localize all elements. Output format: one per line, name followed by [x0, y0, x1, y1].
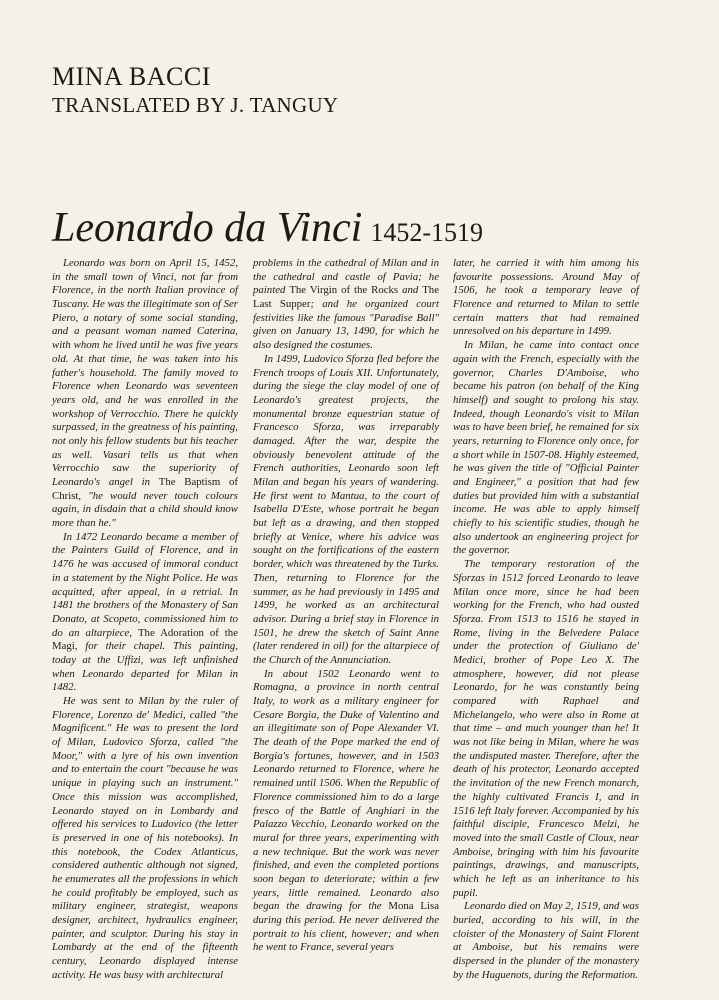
paragraph: [52, 257, 238, 531]
text-run: In 1472 Leonardo became a member of the Painters Guild of Florence, and in 1476 he was accused of immoral conduct in a statement by the Night Police. He was acquitted, after appeal, in a retrial. In 1481 the brothers of the Monastery of San Donato, at Scopeto, commissioned him to do an altarpiece,: [52, 530, 238, 639]
paragraph: [253, 353, 439, 668]
text-run: for their chapel. This painting, today at the Uffizi, was left unfinished when Leonardo departed for Milan in 1482.: [52, 640, 238, 694]
title-name: Leonardo da Vinci: [52, 205, 363, 251]
work-title: Mona Lisa: [388, 900, 439, 913]
text-run: later, he carried it with him among his favourite possessions. Around May of 1506, he took a temporary leave of Florence and returned to Milan to settle certain matters that had remained unresolved on his departure in 1499.: [453, 257, 639, 338]
article-title: [52, 203, 483, 262]
text-column-1: [52, 257, 238, 982]
text-run: during this period. He never delivered the portrait to his client, however; and when he went to France, several years: [253, 914, 439, 954]
paragraph: [52, 695, 238, 982]
work-title: The Virgin of the Rocks: [289, 284, 399, 297]
text-run: problems in the cathedral of Milan and in the cathedral and castle of Pavia; he painted: [253, 257, 439, 297]
text-run: He was sent to Milan by the ruler of Florence, Lorenzo de' Medici, called "the Magnificent." He was to present the lord of Milan, Ludovico Sforza, called "the Moor," with a lyre of his own invention and to entertain the court "because he was unique in playing such an instrument." Once this mission was accomplished, Leonardo stayed on in Lombardy and offered his services to Ludovico (the letter is preserved in one of his notebooks). In this notebook, the Codex Atlanticus, considered authentic although not signed, he enumerates all the professions in which he could profitably be employed, such as military engineer, strategist, weapons designer, architect, hydraulics engineer, painter, and sculptor. During his stay in Lombardy at the end of the fifteenth century, Leonardo displayed intense activity. He was busy with architectural: [52, 695, 238, 981]
text-run: "he would never touch colours again, in disdain that a child should know more than he.": [52, 489, 238, 530]
text-run: In about 1502 Leonardo went to Romagna, a province in north central Italy, to work as a military engineer for Cesare Borgia, the Duke of Valentino and an illegitimate son of Pope Alexander VI. The death of the Pope marked the end of Borgia's fortunes, however, and in 1503 Leonardo returned to Florence, where he remained until 1506. When the Republic of Florence commissioned him to do a large fresco of the Battle of Anghiari in the Palazzo Vecchio, Leonardo worked on the mural for three years, experimenting with a new technique. But the work was never finished, and even the completed portions soon began to deteriorate; within a few years, little remained. Leonardo also began the drawing for the: [253, 667, 439, 913]
work-title: The Baptism of Christ,: [52, 476, 238, 502]
text-run: The temporary restoration of the Sforzas in 1512 forced Leonardo to leave Milan once more, since he had been working for the French, who had ousted Sforza. From 1513 to 1516 he stayed in Rome, living in the Belvedere Palace under the protection of Giuliano de' Medici, brother of Pope Leo X. The atmosphere, however, did not please Leonardo, for he was constantly being compared with Raphael and Michelangelo, who were also in Rome at that time – and much younger than he! It was not like being in Milan, where he was the undisputed master. Therefore, after the death of his protector, Leonardo accepted the invitation of the new French monarch, the highly cultivated Francis I, and in 1516 left Italy forever. Accompanied by his faithful disciple, Francesco Melzi, he moved into the small Castle of Cloux, near Amboise, bringing with him his favourite paintings, drawings, and manuscripts, which he left as an inheritance to his pupil.: [453, 558, 639, 899]
paragraph: [453, 558, 639, 900]
translator-credit: TRANSLATED BY J. TANGUY: [52, 93, 339, 117]
paragraph: [453, 900, 639, 982]
paragraph: [253, 668, 439, 955]
text-run: In Milan, he came into contact once again with the French, especially with the governor, Charles D'Amboise, who became his patron (on behalf of the King himself) and sought to prolong his stay. Indeed, though Leonardo's visit to Milan was to have been brief, he remained for six years, returning to Florence only once, for a short while in 1507-08. Highly esteemed, he was given the title of "Official Painter and Engineer," a position that had few duties but provided him with a substantial income. He was able to apply himself chiefly to his scientific studies, though he also undertook an engineering project for the governor.: [453, 339, 639, 557]
text-run: Leonardo died on May 2, 1519, and was buried, according to his will, in the cloister of the Monastery of Saint Florent at Amboise, but his remains were dispersed in the plunder of the monastery by the Huguenots, during the Reformation.: [453, 900, 639, 981]
text-run: In 1499, Ludovico Sforza fled before the French troops of Louis XII. Unfortunately, during the siege the clay model of one of Leonardo's greatest projects, the monumental bronze equestrian statue of Francesco Sforza, was irreparably damaged. After the war, despite the obviously benevolent attitude of the French authorities, Leonardo soon left Milan and began his years of wandering. He first went to Mantua, to the court of Isabella D'Este, whose portrait he began but left as a drawing, and then stopped briefly at Venice, where his advice was sought on the fortifications of the eastern border, which was threatened by the Turks. Then, returning to Florence for the summer, as he had previously in 1495 and 1499, he worked as an architectural advisor. During a brief stay in Florence in 1501, he drew the sketch of Saint Anne (later rendered in oil) for the altarpiece of the Church of the Annunciation.: [253, 352, 439, 666]
work-title: The Last Supper: [253, 284, 439, 311]
text-run: and: [398, 284, 423, 297]
paragraph: [253, 257, 439, 353]
paragraph: [52, 531, 238, 695]
text-run: Leonardo was born on April 15, 1452, in the small town of Vinci, not far from Florence, in the north Italian province of Tuscany. He was the illegitimate son of Ser Piero, a notary of some social standing, and a peasant woman named Caterina, with whom he lived until he was five years old. At that time, he was taken into his father's household. The family moved to Florence when Leonardo was seventeen years old, and he was enrolled in the workshop of Verrocchio. There he quickly surpassed, in the greatness of his painting, not only his fellow students but his teacher as well. Vasari tells us that when Verrocchio saw the superiority of Leonardo's angel in: [52, 257, 238, 488]
text-column-2: [253, 257, 439, 955]
text-run: ; and he organized court festivities like the famous "Paradise Ball" given on January 13, 1490, for which he also designed the costumes.: [253, 298, 439, 352]
author-name: MINA BACCI: [52, 62, 211, 91]
paragraph: [453, 257, 639, 339]
paragraph: [453, 339, 639, 558]
title-dates: 1452-1519: [370, 218, 483, 247]
work-title: The Adoration of the Magi,: [52, 626, 238, 653]
text-column-3: [453, 257, 639, 982]
